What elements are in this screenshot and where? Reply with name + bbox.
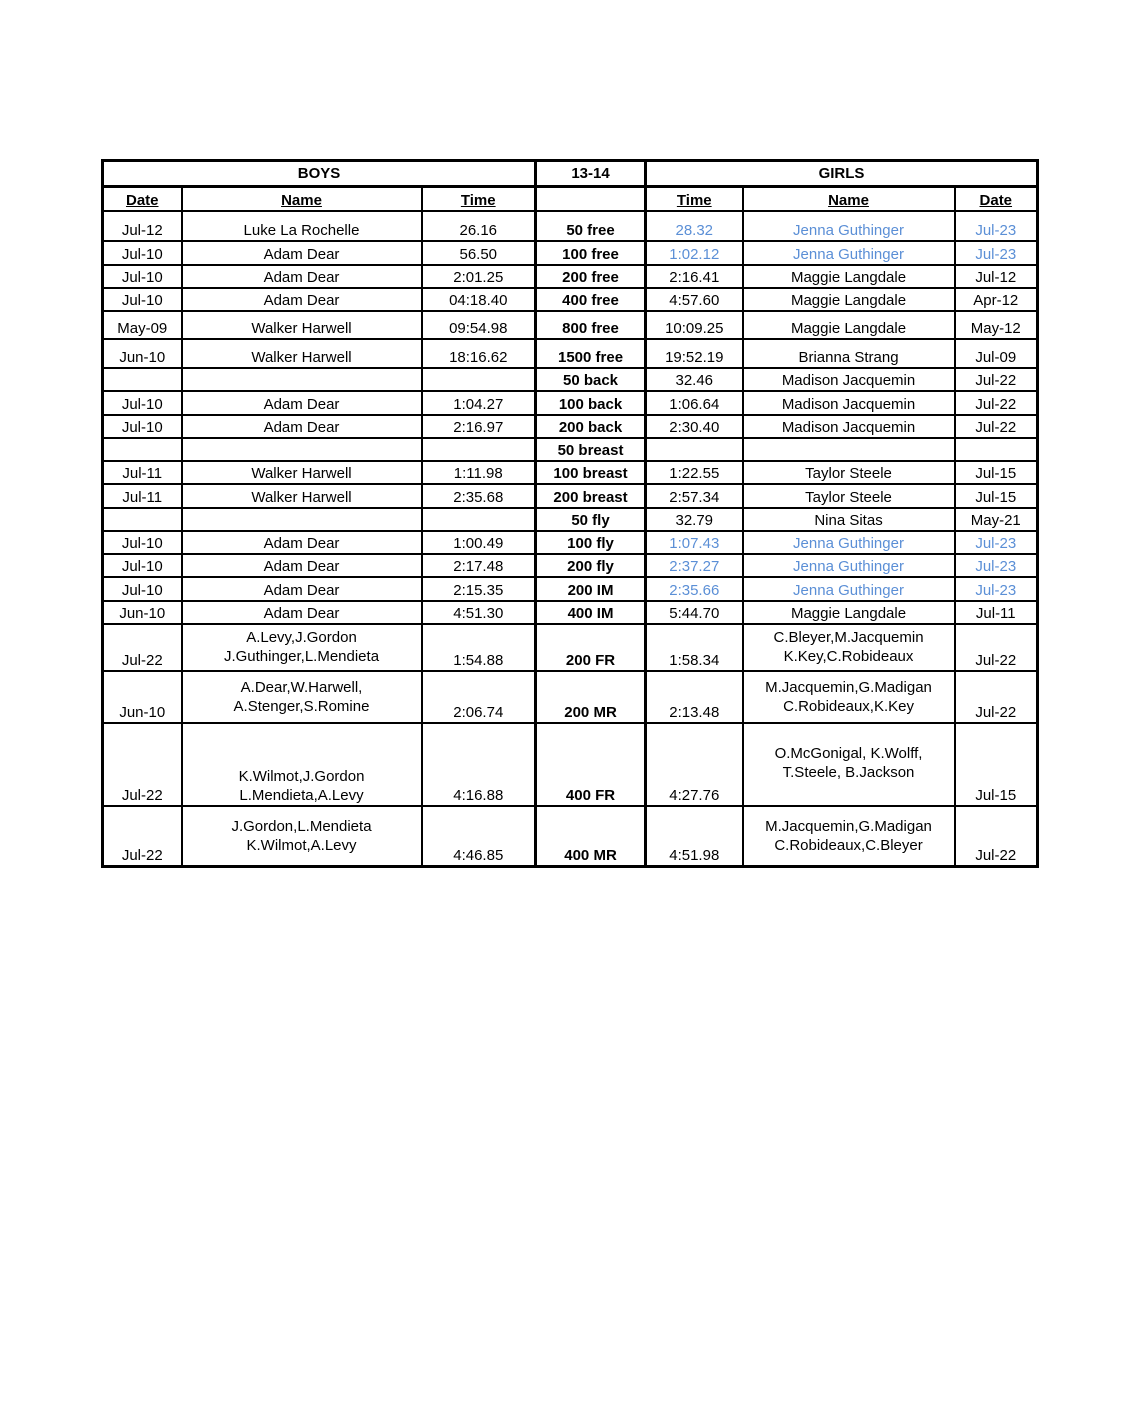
girls-time: 4:27.76: [646, 723, 743, 806]
girls-relay-names: [743, 806, 955, 867]
boys-time: 2:06.74: [422, 671, 536, 723]
girls-name: Jenna Guthinger: [743, 577, 955, 601]
boys-time: 1:11.98: [422, 461, 536, 484]
boys-time: 1:54.88: [422, 624, 536, 671]
girls-time: 1:07.43: [646, 531, 743, 554]
girls-time-header: Time: [646, 187, 743, 211]
event-name: 200 FR: [536, 624, 646, 671]
boys-time: 2:15.35: [422, 577, 536, 601]
girls-name: Madison Jacquemin: [743, 368, 955, 391]
table-row: [103, 554, 1038, 577]
girls-time: 10:09.25: [646, 311, 743, 339]
girls-time: 1:02.12: [646, 241, 743, 265]
relay-name-line: K.Wilmot,A.Levy: [246, 836, 357, 854]
boys-time: [422, 508, 536, 531]
girls-name: Maggie Langdale: [743, 311, 955, 339]
boys-name-header: Name: [182, 187, 422, 211]
boys-date: Jul-10: [103, 391, 182, 415]
girls-date: Jul-22: [955, 391, 1038, 415]
relay-name-line: C.Robideaux,C.Bleyer: [774, 836, 923, 854]
event-name: 200 fly: [536, 554, 646, 577]
event-name: 100 free: [536, 241, 646, 265]
girls-time: 2:37.27: [646, 554, 743, 577]
event-name: 200 free: [536, 265, 646, 288]
girls-time: 1:06.64: [646, 391, 743, 415]
relay-name-line: C.Bleyer,M.Jacquemin: [773, 629, 924, 646]
girls-date: May-21: [955, 508, 1038, 531]
event-name: 400 free: [536, 288, 646, 311]
boys-time-header: Time: [422, 187, 536, 211]
event-name: 50 back: [536, 368, 646, 391]
boys-time: 2:35.68: [422, 484, 536, 508]
boys-name: Walker Harwell: [182, 461, 422, 484]
relay-row: [103, 671, 1038, 723]
girls-time: 4:57.60: [646, 288, 743, 311]
girls-date: Jul-23: [955, 241, 1038, 265]
girls-date: Jul-22: [955, 671, 1038, 723]
boys-date: Jul-10: [103, 531, 182, 554]
girls-name: Brianna Strang: [743, 339, 955, 368]
boys-name: Walker Harwell: [182, 484, 422, 508]
boys-name: Adam Dear: [182, 415, 422, 438]
girls-relay-names: [743, 671, 955, 723]
boys-date-header: Date: [103, 187, 182, 211]
table-row: [103, 415, 1038, 438]
boys-time: 09:54.98: [422, 311, 536, 339]
relay-name-line: J.Guthinger,L.Mendieta: [223, 648, 380, 665]
boys-date: [103, 438, 182, 461]
boys-time: 4:51.30: [422, 601, 536, 624]
relay-name-line: J.Gordon,L.Mendieta: [231, 817, 372, 835]
girls-time: 1:22.55: [646, 461, 743, 484]
relay-name-line: A.Levy,J.Gordon: [246, 629, 357, 646]
event-name: 100 fly: [536, 531, 646, 554]
girls-name: [743, 438, 955, 461]
event-name: 50 breast: [536, 438, 646, 461]
event-name: 100 back: [536, 391, 646, 415]
girls-date: Jul-23: [955, 554, 1038, 577]
girls-name: Maggie Langdale: [743, 601, 955, 624]
boys-date: [103, 508, 182, 531]
girls-name: Taylor Steele: [743, 461, 955, 484]
girls-time: 4:51.98: [646, 806, 743, 867]
boys-name: Adam Dear: [182, 391, 422, 415]
girls-date: Jul-15: [955, 723, 1038, 806]
relay-name-line: K.Key,C.Robideaux: [783, 648, 914, 665]
event-name: 200 breast: [536, 484, 646, 508]
girls-time: 2:57.34: [646, 484, 743, 508]
boys-time: [422, 438, 536, 461]
header-row-groups: [103, 161, 1038, 187]
girls-relay-names: [743, 723, 955, 806]
boys-time: 56.50: [422, 241, 536, 265]
relay-name-line: M.Jacquemin,G.Madigan: [765, 678, 932, 696]
boys-time: 04:18.40: [422, 288, 536, 311]
boys-name: Adam Dear: [182, 577, 422, 601]
boys-relay-names: [182, 723, 422, 806]
girls-name: Jenna Guthinger: [743, 531, 955, 554]
table-row: [103, 601, 1038, 624]
girls-header: GIRLS: [646, 161, 1038, 187]
boys-time: [422, 368, 536, 391]
table-row: [103, 461, 1038, 484]
girls-time: 2:16.41: [646, 265, 743, 288]
relay-name-line: A.Stenger,S.Romine: [233, 697, 370, 715]
girls-time: 2:35.66: [646, 577, 743, 601]
girls-time: 2:30.40: [646, 415, 743, 438]
girls-date: Jul-15: [955, 484, 1038, 508]
girls-name: Jenna Guthinger: [743, 554, 955, 577]
girls-date: Jul-09: [955, 339, 1038, 368]
boys-name: Walker Harwell: [182, 311, 422, 339]
boys-relay-names: [182, 624, 422, 671]
boys-name: Adam Dear: [182, 288, 422, 311]
event-name: 200 MR: [536, 671, 646, 723]
event-name: 1500 free: [536, 339, 646, 368]
boys-time: 4:46.85: [422, 806, 536, 867]
girls-time: 2:13.48: [646, 671, 743, 723]
girls-name: Madison Jacquemin: [743, 415, 955, 438]
relay-name-line: O.McGonigal, K.Wolff,: [774, 744, 923, 762]
records-body: [103, 161, 1038, 867]
boys-name: Adam Dear: [182, 531, 422, 554]
relay-name-line: L.Mendieta,A.Levy: [239, 786, 364, 804]
boys-date: Jul-10: [103, 265, 182, 288]
table-row: [103, 265, 1038, 288]
boys-name: Walker Harwell: [182, 339, 422, 368]
boys-time: 2:16.97: [422, 415, 536, 438]
table-row: [103, 211, 1038, 241]
girls-time: 5:44.70: [646, 601, 743, 624]
boys-date: Jun-10: [103, 671, 182, 723]
boys-name: Adam Dear: [182, 265, 422, 288]
girls-date: Jul-22: [955, 806, 1038, 867]
girls-date-header: Date: [955, 187, 1038, 211]
table-row: [103, 311, 1038, 339]
table-row: [103, 241, 1038, 265]
table-row: [103, 339, 1038, 368]
boys-date: Jul-11: [103, 484, 182, 508]
boys-date: Jul-10: [103, 554, 182, 577]
relay-row: [103, 806, 1038, 867]
girls-time: [646, 438, 743, 461]
girls-date: Jul-15: [955, 461, 1038, 484]
age-group-header: 13-14: [536, 161, 646, 187]
boys-date: Jun-10: [103, 601, 182, 624]
girls-name-header: Name: [743, 187, 955, 211]
table-row: [103, 531, 1038, 554]
table-row: [103, 438, 1038, 461]
event-name: 200 IM: [536, 577, 646, 601]
relay-row: [103, 624, 1038, 671]
girls-date: Jul-22: [955, 624, 1038, 671]
table-row: [103, 288, 1038, 311]
boys-name: [182, 508, 422, 531]
girls-relay-names: [743, 624, 955, 671]
boys-relay-names: [182, 806, 422, 867]
boys-time: 1:04.27: [422, 391, 536, 415]
girls-date: May-12: [955, 311, 1038, 339]
boys-date: [103, 368, 182, 391]
boys-name: [182, 368, 422, 391]
boys-name: Luke La Rochelle: [182, 211, 422, 241]
boys-time: 2:01.25: [422, 265, 536, 288]
girls-time: 19:52.19: [646, 339, 743, 368]
girls-name: Jenna Guthinger: [743, 211, 955, 241]
boys-date: Jul-22: [103, 624, 182, 671]
relay-name-line: C.Robideaux,K.Key: [783, 697, 914, 715]
event-name: 200 back: [536, 415, 646, 438]
girls-time: 32.79: [646, 508, 743, 531]
event-name: 400 MR: [536, 806, 646, 867]
girls-date: Jul-12: [955, 265, 1038, 288]
girls-name: Maggie Langdale: [743, 288, 955, 311]
event-name: 400 IM: [536, 601, 646, 624]
relay-name-line: A.Dear,W.Harwell,: [240, 678, 363, 696]
girls-date: Jul-11: [955, 601, 1038, 624]
event-header: [536, 187, 646, 211]
girls-time: 28.32: [646, 211, 743, 241]
relay-name-line: T.Steele, B.Jackson: [782, 763, 915, 781]
boys-date: Jul-22: [103, 806, 182, 867]
records-table: [101, 159, 1039, 868]
boys-date: Jul-22: [103, 723, 182, 806]
boys-time: 4:16.88: [422, 723, 536, 806]
girls-name: Madison Jacquemin: [743, 391, 955, 415]
girls-date: Jul-22: [955, 415, 1038, 438]
boys-name: Adam Dear: [182, 554, 422, 577]
girls-date: Apr-12: [955, 288, 1038, 311]
girls-name: Jenna Guthinger: [743, 241, 955, 265]
boys-header: BOYS: [103, 161, 536, 187]
boys-time: 1:00.49: [422, 531, 536, 554]
event-name: 50 fly: [536, 508, 646, 531]
boys-date: Jul-10: [103, 288, 182, 311]
boys-date: Jul-10: [103, 241, 182, 265]
event-name: 800 free: [536, 311, 646, 339]
boys-time: 2:17.48: [422, 554, 536, 577]
event-name: 100 breast: [536, 461, 646, 484]
event-name: 50 free: [536, 211, 646, 241]
boys-date: Jul-11: [103, 461, 182, 484]
boys-date: Jul-10: [103, 415, 182, 438]
table-row: [103, 577, 1038, 601]
relay-name-line: K.Wilmot,J.Gordon: [238, 767, 365, 785]
boys-relay-names: [182, 671, 422, 723]
event-name: 400 FR: [536, 723, 646, 806]
table-row: [103, 368, 1038, 391]
girls-date: Jul-23: [955, 211, 1038, 241]
relay-name-line: M.Jacquemin,G.Madigan: [765, 817, 932, 835]
girls-date: [955, 438, 1038, 461]
girls-name: Maggie Langdale: [743, 265, 955, 288]
boys-name: [182, 438, 422, 461]
boys-time: 26.16: [422, 211, 536, 241]
table-row: [103, 484, 1038, 508]
table-row: [103, 391, 1038, 415]
boys-date: Jun-10: [103, 339, 182, 368]
boys-date: Jul-12: [103, 211, 182, 241]
boys-name: Adam Dear: [182, 241, 422, 265]
girls-time: 1:58.34: [646, 624, 743, 671]
boys-name: Adam Dear: [182, 601, 422, 624]
boys-date: Jul-10: [103, 577, 182, 601]
girls-name: Nina Sitas: [743, 508, 955, 531]
girls-time: 32.46: [646, 368, 743, 391]
table-row: [103, 508, 1038, 531]
boys-time: 18:16.62: [422, 339, 536, 368]
relay-row: [103, 723, 1038, 806]
header-row-columns: [103, 187, 1038, 211]
girls-date: Jul-23: [955, 531, 1038, 554]
girls-name: Taylor Steele: [743, 484, 955, 508]
girls-date: Jul-23: [955, 577, 1038, 601]
girls-date: Jul-22: [955, 368, 1038, 391]
boys-date: May-09: [103, 311, 182, 339]
